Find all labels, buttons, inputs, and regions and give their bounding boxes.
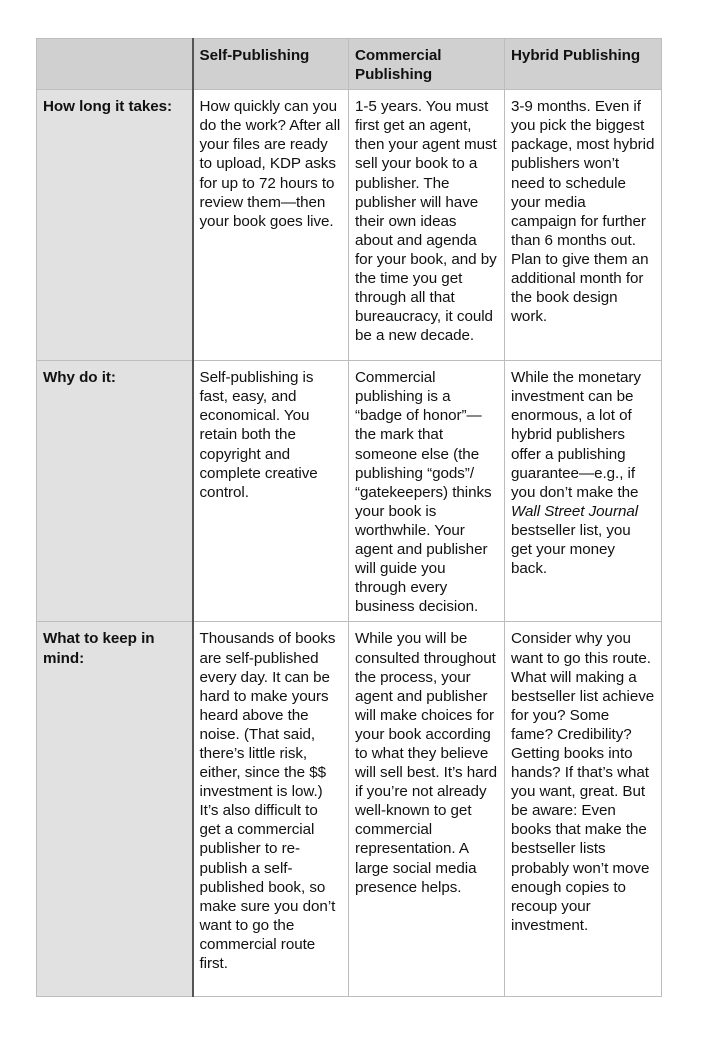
header-row <box>37 39 662 90</box>
cell-why-commercial: Commercial publishing is a “badge of honor”—the mark that someone else (the publishing “gods”/ “gatekeepers) thinks your book is worthwhile. Your agent and publisher will guide you through every business decision. <box>349 361 505 622</box>
cell-why-hybrid <box>505 361 662 622</box>
header-corner-cell <box>37 39 193 90</box>
cell-keep-in-mind-self: Thousands of books are self-published every day. It can be hard to make yours heard above the noise. (That said, there’s little risk, either, since the $$ investment is low.) It’s also difficult to get a commercial publisher to re-publish a self-published book, so make sure you don’t want to go the commercial route first. <box>193 622 349 997</box>
table-row-why-do-it <box>37 361 662 622</box>
cell-keep-in-mind-commercial: While you will be consulted throughout the process, your agent and publisher will make choices for your book according to what they believe will sell best. It’s hard if you’re not already well-known to get commercial representation. A large social media presence helps. <box>349 622 505 997</box>
header-commercial-publishing: Commercial Publishing <box>349 39 505 90</box>
table-header <box>37 39 662 90</box>
cell-why-hybrid-italic-title: Wall Street Journal <box>511 502 639 520</box>
cell-how-long-self: How quickly can you do the work? After all your files are ready to upload, KDP asks for up to 72 hours to review them—then your book goes live. <box>193 90 349 361</box>
table-row-how-long <box>37 90 662 361</box>
table-body <box>37 90 662 997</box>
table-row-keep-in-mind <box>37 622 662 997</box>
publishing-comparison-table <box>36 38 662 997</box>
header-hybrid-publishing: Hybrid Publishing <box>505 39 662 90</box>
cell-why-hybrid-text-start: While the monetary investment can be enormous, a lot of hybrid publishers offer a publishing guarantee—e.g., if you don’t make the <box>511 369 641 501</box>
cell-how-long-commercial: 1-5 years. You must first get an agent, then your agent must sell your book to a publisher. The publisher will have their own ideas about and agenda for your book, and by the time you get through all that bureaucracy, it could be a new decade. <box>349 90 505 361</box>
row-label-keep-in-mind: What to keep in mind: <box>37 622 193 997</box>
cell-why-self: Self-publishing is fast, easy, and economical. You retain both the copyright and complete creative control. <box>193 361 349 622</box>
row-label-why-do-it: Why do it: <box>37 361 193 622</box>
cell-keep-in-mind-hybrid: Consider why you want to go this route. What will making a bestseller list achieve for you? Some fame? Credibility? Getting books into hands? If that’s what you want, great. But be aware: Even books that make the bestseller lists probably won’t move enough copies to recoup your investment. <box>505 622 662 997</box>
row-label-how-long: How long it takes: <box>37 90 193 361</box>
cell-how-long-hybrid: 3-9 months. Even if you pick the biggest package, most hybrid publishers won’t need to schedule your media campaign for further than 6 months out. Plan to give them an additional month for the book design work. <box>505 90 662 361</box>
cell-why-hybrid-text-end: bestseller list, you get your money back. <box>511 521 631 578</box>
header-self-publishing: Self-Publishing <box>193 39 349 90</box>
